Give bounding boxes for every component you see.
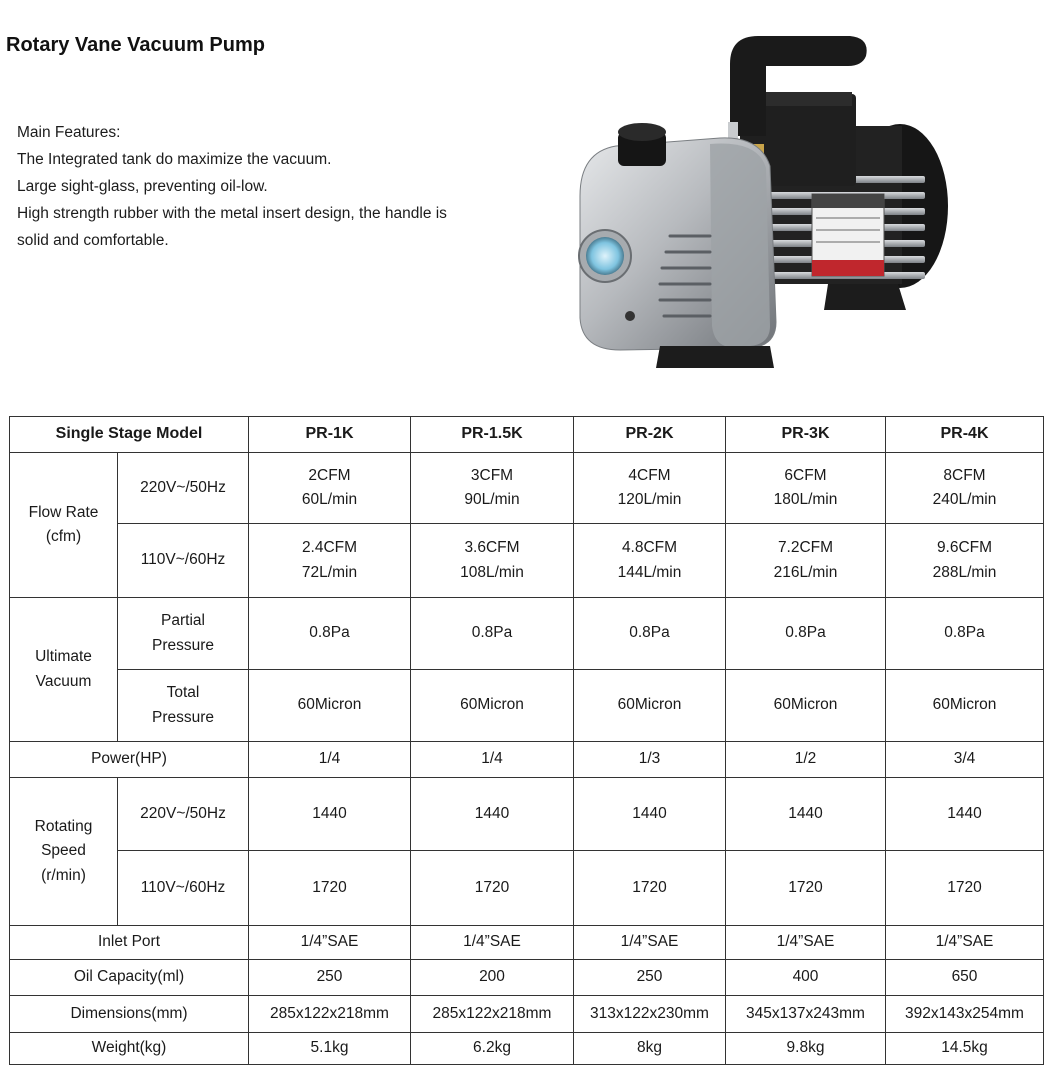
voltage-label: 110V~/60Hz	[118, 851, 249, 926]
table-row	[10, 996, 1044, 1033]
pressure-type-line2: Pressure	[151, 708, 215, 726]
rotating-speed-label	[10, 778, 118, 926]
table-cell: 5.1kg	[249, 1033, 411, 1065]
table-row	[10, 453, 1044, 524]
table-cell: 1/4	[411, 742, 574, 778]
inlet-port-label: Inlet Port	[10, 926, 249, 960]
main-features	[17, 119, 527, 254]
table-cell: 1/4”SAE	[411, 926, 574, 960]
table-cell: 345x137x243mm	[726, 996, 886, 1033]
table-cell: 1/2	[726, 742, 886, 778]
lmin-value: 108L/min	[460, 563, 524, 581]
table-cell: 3/4	[886, 742, 1044, 778]
pressure-type-label	[118, 598, 249, 670]
feature-item: High strength rubber with the metal insert design, the handle is	[17, 205, 447, 222]
lmin-value: 180L/min	[773, 491, 838, 508]
table-row	[10, 960, 1044, 996]
table-cell	[726, 453, 886, 524]
table-cell: 0.8Pa	[411, 598, 574, 670]
table-cell: 1440	[574, 778, 726, 851]
table-cell: 60Micron	[726, 670, 886, 742]
lmin-value: 144L/min	[617, 563, 682, 581]
page-title: Rotary Vane Vacuum Pump	[6, 34, 265, 56]
table-cell: 200	[411, 960, 574, 996]
table-cell: 8kg	[574, 1033, 726, 1065]
table-row	[10, 742, 1044, 778]
table-cell	[249, 453, 411, 524]
model-header: PR-2K	[574, 417, 726, 453]
pressure-type-label	[118, 670, 249, 742]
table-cell: 60Micron	[574, 670, 726, 742]
lmin-value: 216L/min	[773, 563, 838, 581]
table-cell: 1/4”SAE	[249, 926, 411, 960]
table-cell: 1440	[249, 778, 411, 851]
table-row	[10, 524, 1044, 598]
lmin-value: 288L/min	[932, 563, 997, 581]
table-cell: 0.8Pa	[574, 598, 726, 670]
lmin-value: 240L/min	[932, 491, 997, 508]
table-cell: 6.2kg	[411, 1033, 574, 1065]
lmin-value: 72L/min	[301, 563, 358, 581]
cfm-value: 6CFM	[784, 466, 827, 484]
table-cell: 1720	[574, 851, 726, 926]
table-cell	[249, 524, 411, 598]
table-cell: 60Micron	[886, 670, 1044, 742]
pressure-type-line1: Partial	[161, 612, 205, 630]
table-cell: 1440	[886, 778, 1044, 851]
table-cell: 250	[574, 960, 726, 996]
table-cell: 0.8Pa	[886, 598, 1044, 670]
table-cell: 1/4	[249, 742, 411, 778]
model-header: PR-3K	[726, 417, 886, 453]
header-label: Single Stage Model	[10, 417, 249, 453]
pressure-type-line1: Total	[166, 684, 200, 702]
table-cell: 313x122x230mm	[574, 996, 726, 1033]
table-cell: 1720	[726, 851, 886, 926]
table-cell: 0.8Pa	[249, 598, 411, 670]
table-cell: 1/4”SAE	[886, 926, 1044, 960]
cfm-value: 8CFM	[943, 466, 986, 484]
table-row	[10, 926, 1044, 960]
feature-item: Large sight-glass, preventing oil-low.	[17, 178, 268, 195]
table-cell	[574, 524, 726, 598]
lmin-value: 60L/min	[301, 491, 358, 508]
table-cell	[411, 524, 574, 598]
cfm-value: 4CFM	[628, 466, 671, 484]
lmin-value: 90L/min	[464, 491, 520, 508]
model-header: PR-1K	[249, 417, 411, 453]
flow-rate-label-line1: Flow Rate	[28, 503, 99, 521]
vacuum-pump-image	[560, 26, 960, 376]
dimensions-label: Dimensions(mm)	[10, 996, 249, 1033]
ultimate-vacuum-label-line1: Ultimate	[35, 648, 92, 666]
cfm-value: 7.2CFM	[777, 539, 834, 557]
cfm-value: 3CFM	[470, 466, 514, 484]
table-cell: 400	[726, 960, 886, 996]
table-cell: 1/3	[574, 742, 726, 778]
ultimate-vacuum-label-line2: Vacuum	[35, 672, 92, 690]
table-cell: 1/4”SAE	[574, 926, 726, 960]
table-cell: 650	[886, 960, 1044, 996]
table-row	[10, 778, 1044, 851]
table-cell: 392x143x254mm	[886, 996, 1044, 1033]
oil-capacity-label: Oil Capacity(ml)	[10, 960, 249, 996]
table-cell	[411, 453, 574, 524]
table-cell: 1720	[249, 851, 411, 926]
voltage-label: 220V~/50Hz	[118, 778, 249, 851]
table-cell: 14.5kg	[886, 1033, 1044, 1065]
table-cell	[574, 453, 726, 524]
features-heading: Main Features:	[17, 124, 121, 141]
model-header: PR-4K	[886, 417, 1044, 453]
power-label: Power(HP)	[10, 742, 249, 778]
lmin-value: 120L/min	[617, 491, 682, 508]
table-header-row	[10, 417, 1044, 453]
voltage-label: 220V~/50Hz	[118, 453, 249, 524]
table-cell: 1440	[726, 778, 886, 851]
voltage-label: 110V~/60Hz	[118, 524, 249, 598]
ultimate-vacuum-label	[10, 598, 118, 742]
cfm-value: 2.4CFM	[301, 539, 358, 557]
table-cell: 1440	[411, 778, 574, 851]
table-cell	[886, 524, 1044, 598]
feature-item: solid and comfortable.	[17, 232, 169, 249]
cfm-value: 2CFM	[308, 466, 351, 484]
table-cell: 0.8Pa	[726, 598, 886, 670]
table-cell: 9.8kg	[726, 1033, 886, 1065]
feature-item: The Integrated tank do maximize the vacuum.	[17, 151, 332, 168]
rotating-speed-label-line1: Rotating	[34, 818, 93, 836]
table-cell: 1720	[886, 851, 1044, 926]
flow-rate-label-line2: (cfm)	[45, 528, 82, 545]
table-row	[10, 851, 1044, 926]
table-cell: 60Micron	[411, 670, 574, 742]
table-row	[10, 1033, 1044, 1065]
table-cell: 285x122x218mm	[249, 996, 411, 1033]
pressure-type-line2: Pressure	[151, 636, 215, 654]
table-row	[10, 598, 1044, 670]
table-cell	[726, 524, 886, 598]
table-cell: 1720	[411, 851, 574, 926]
table-cell	[886, 453, 1044, 524]
flow-rate-label	[10, 453, 118, 598]
weight-label: Weight(kg)	[10, 1033, 249, 1065]
table-cell: 250	[249, 960, 411, 996]
cfm-value: 4.8CFM	[621, 539, 678, 557]
cfm-value: 9.6CFM	[936, 539, 993, 557]
cfm-value: 3.6CFM	[464, 539, 520, 557]
rotating-speed-label-line2: Speed	[41, 842, 86, 860]
spec-table	[9, 416, 1044, 1065]
table-cell: 285x122x218mm	[411, 996, 574, 1033]
table-row	[10, 670, 1044, 742]
rotating-speed-label-line3: (r/min)	[41, 866, 86, 884]
model-header: PR-1.5K	[411, 417, 574, 453]
table-cell: 60Micron	[249, 670, 411, 742]
table-cell: 1/4”SAE	[726, 926, 886, 960]
